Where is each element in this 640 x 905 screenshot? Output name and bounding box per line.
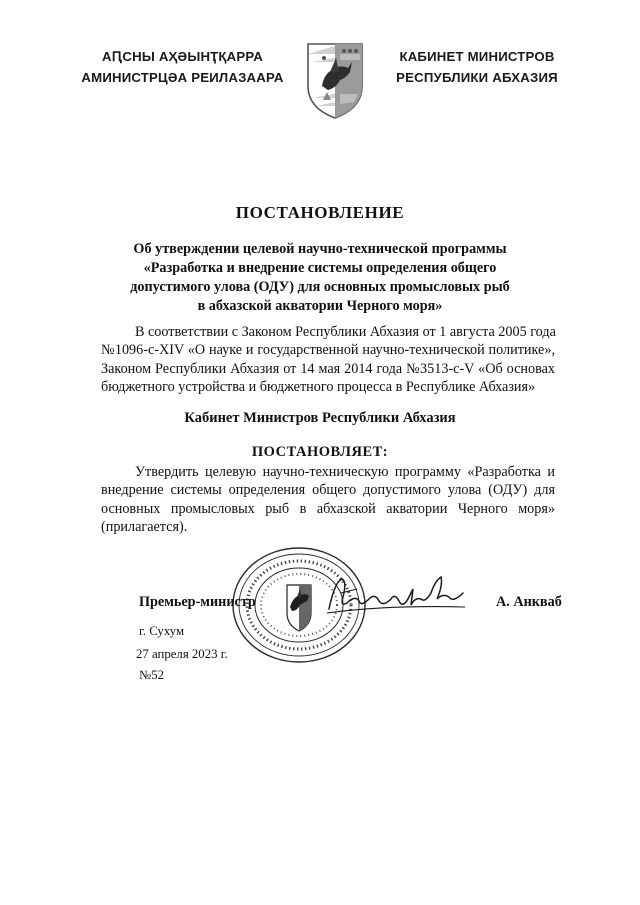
issuing-body: Кабинет Министров Республики Абхазия <box>184 410 456 426</box>
subject-line: допустимого улова (ОДУ) для основных промысловых рыб <box>130 279 510 295</box>
header-russian-line2: РЕСПУБЛИКИ АБХАЗИЯ <box>396 70 558 85</box>
preamble-paragraph <box>101 323 555 396</box>
subject-line: в абхазской акватории Черного моря» <box>197 298 443 314</box>
signatory-position: Премьер-министр <box>139 594 256 610</box>
preamble-line: В соответствии с Законом Республики Абхазия от 1 августа 2005 года <box>135 324 556 340</box>
resolution-line: внедрение системы определения общего допустимого улова (ОДУ) для <box>101 482 555 499</box>
preamble-line: бюджетного устройства и бюджетного процесса в Республике Абхазия» <box>101 378 536 395</box>
resolution-line: (прилагается). <box>101 518 188 535</box>
resolution-paragraph <box>101 463 555 536</box>
subject-line: Об утверждении целевой научно-технической программы <box>133 241 507 257</box>
preamble-line: №1096-с-XIV «О науке и государственной научно-технической политике», <box>101 342 555 359</box>
header-abkhaz-line2: АМИНИСТРЦӘА РЕИЛАЗААРА <box>81 70 284 85</box>
resolution-line: основных промысловых рыб в абхазской акватории Черного моря» <box>101 500 555 517</box>
preamble-line: Законом Республики Абхазия от 14 мая 2014 года №3513-с-V «Об основах <box>101 360 555 377</box>
header-russian <box>372 46 582 88</box>
header-abkhaz <box>70 46 295 88</box>
decides-heading: ПОСТАНОВЛЯЕТ: <box>251 444 389 460</box>
document-number: №52 <box>139 668 165 682</box>
document-title: ПОСТАНОВЛЕНИЕ <box>235 203 405 222</box>
document-subject <box>110 240 530 316</box>
issue-city: г. Сухум <box>139 624 185 638</box>
resolution-line: Утвердить целевую научно-техническую программу «Разработка и <box>135 464 555 480</box>
handwritten-signature <box>325 575 470 620</box>
subject-line: «Разработка и внедрение системы определения общего <box>143 260 497 276</box>
coat-of-arms-emblem <box>306 42 364 120</box>
header-russian-line1: КАБИНЕТ МИНИСТРОВ <box>399 49 555 64</box>
issue-date: 27 апреля 2023 г. <box>136 647 228 661</box>
header-abkhaz-line1: АԤСНЫ АҲӘЫНҬҚАРРА <box>102 49 263 64</box>
signatory-name: А. Анкваб <box>496 594 562 610</box>
